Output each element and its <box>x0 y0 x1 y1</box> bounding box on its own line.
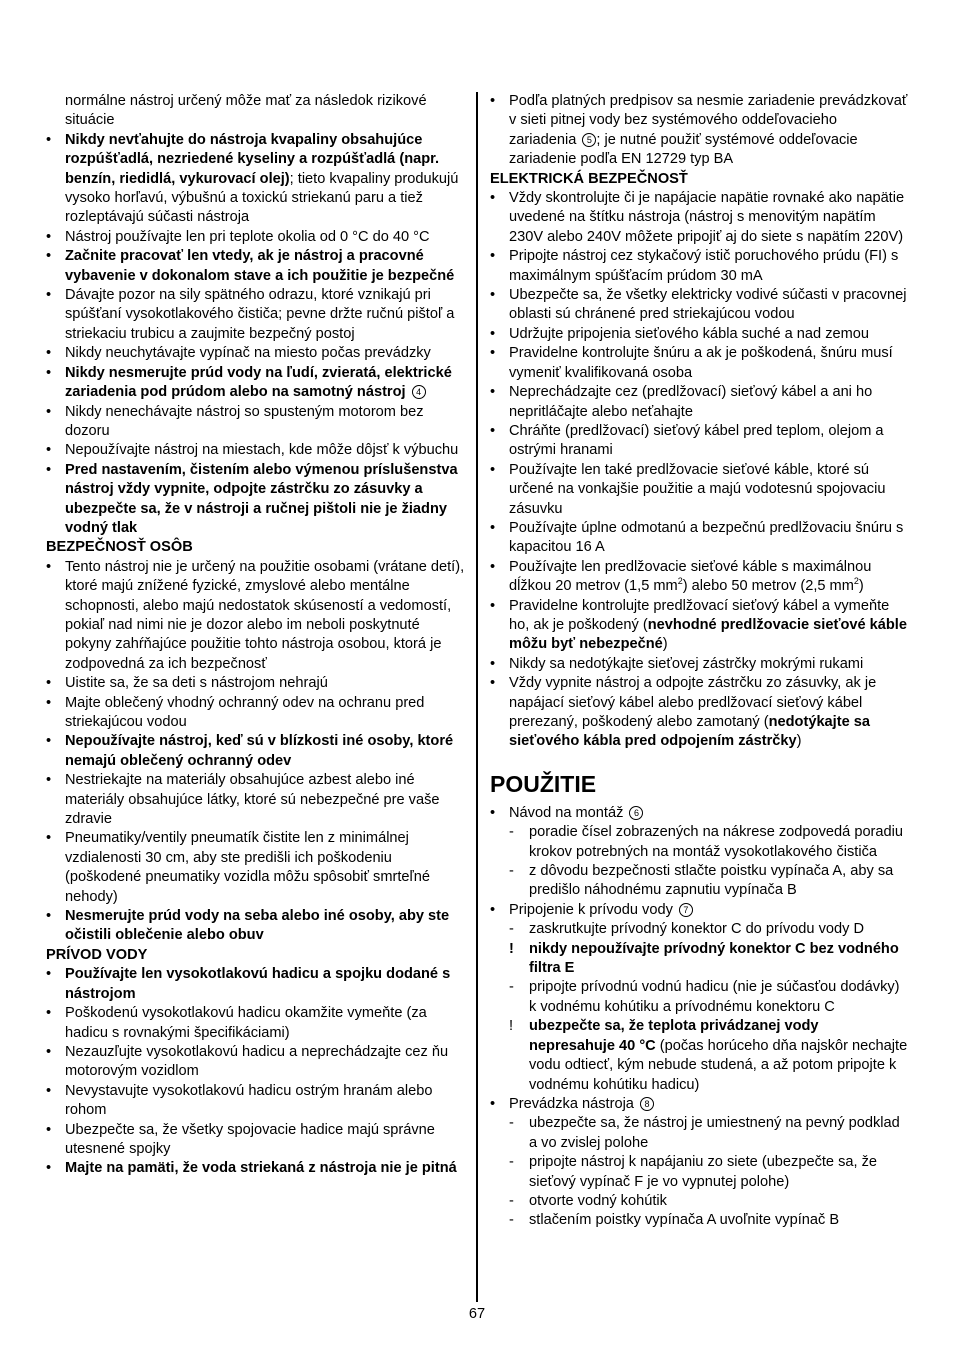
bullet: • <box>490 558 496 575</box>
sub-item: - zaskrutkujte prívodný konektor C do prívodu vody D <box>490 920 908 939</box>
bullet: • <box>490 248 496 265</box>
bullet: • <box>490 597 496 614</box>
list-item: • Ubezpečte sa, že všetky elektricky vodivé súčasti v pracovnej oblasti sú chránené pred striekajúcou vodou <box>490 287 907 323</box>
section-heading: BEZPEČNOSŤ OSÔB <box>46 539 193 556</box>
bullet: • <box>490 287 496 304</box>
list-item: • Vždy skontrolujte či je napájacie napätie rovnaké ako napätie uvedené na štítku nástroja (nástroj s menovitým napätím 230V alebo 240V môžete pripojiť aj do siete s napätím 220V) <box>490 190 905 245</box>
figure-reference: 8 <box>640 1097 654 1111</box>
list-item: • Nikdy nesmerujte prúd vody na ľudí, zvieratá, elektrické zariadenia pod prúdom alebo na samotný nástroj 4 <box>46 364 452 401</box>
list-item: • Poškodenú vysokotlakovú hadicu okamžite vymeňte (za hadicu s rovnakými špecifikáciami) <box>46 1005 427 1041</box>
sub-item: - pripojte nástroj k napájaniu zo siete (ubezpečte sa, že sieťový vypínač F je vo vypnutej polohe) <box>509 1154 878 1190</box>
bullet: • <box>490 93 496 109</box>
list-item: • Používajte len predlžovacie sieťové káble s maximálnou dĺžkou 20 metrov (1,5 $mm^2$) alebo 50 metrov (2,5 $mm^2$) <box>490 558 872 595</box>
bullet: • <box>490 461 496 478</box>
bullet: • <box>490 655 496 672</box>
figure-reference: 7 <box>679 903 693 917</box>
dash-marker: - <box>509 824 514 841</box>
list-item: • Nepoužívajte nástroj na miestach, kde môže dôjsť k výbuchu <box>46 441 466 460</box>
dash-marker: - <box>509 863 514 880</box>
list-item: • Používajte len také predlžovacie sieťové káble, ktoré sú určené na vonkajšie použitie a majú vodotesnú spojovaciu zásuvku <box>490 461 886 517</box>
list-item: • Chráňte (predlžovací) sieťový kábel pred teplom, olejom a ostrými hranami <box>490 422 884 459</box>
dash-marker: - <box>509 1212 514 1229</box>
bullet: • <box>490 325 496 342</box>
bullet: • <box>490 1095 496 1112</box>
bullet: • <box>46 1160 52 1177</box>
bullet: • <box>46 966 52 983</box>
bullet: • <box>46 248 52 265</box>
sub-item: - stlačením poistky vypínača A uvoľnite vypínač B <box>490 1211 908 1230</box>
bullet: • <box>490 519 496 536</box>
bullet: • <box>46 461 52 478</box>
figure-reference: 4 <box>412 385 426 399</box>
list-item: • Nástroj používajte len pri teplote okolia od 0 °C do 40 °C <box>46 228 466 247</box>
bullet: • <box>46 345 52 362</box>
bullet: • <box>46 733 52 750</box>
list-item: • Nikdy nevťahujte do nástroja kvapaliny obsahujúce rozpúšťadlá, nezriedené kyseliny a rozpúšťadlá (napr. benzín, riedidlá, vykurovací olej); tieto kvapaliny produkujú vysoko horľavú, výbušnú a toxickú striekanú paru a tiež rozleptávajú súčasti nástroja <box>46 131 459 226</box>
section-heading: ELEKTRICKÁ BEZPEČNOSŤ <box>490 170 688 187</box>
bullet: • <box>46 287 52 304</box>
list-item: • Používajte len vysokotlakovú hadicu a spojku dodané s nástrojom <box>46 966 451 1002</box>
list-item: • Nesmerujte prúd vody na seba alebo iné osoby, aby ste očistili oblečenie alebo obuv <box>46 908 450 944</box>
list-item: • Prevádzka nástroja 8 <box>490 1095 908 1114</box>
list-item: • Pravidelne kontrolujte šnúru a ak je poškodená, šnúru musí vymeniť kvalifikovaná osoba <box>490 345 893 381</box>
dash-marker: - <box>509 1115 514 1132</box>
list-item: • Nestriekajte na materiály obsahujúce azbest alebo iné materiály obsahujúce látky, ktoré sú nebezpečné pre vaše zdravie <box>46 772 440 828</box>
dash-marker: - <box>509 1154 514 1171</box>
list-item: • Dávajte pozor na sily spätného odrazu, ktoré vznikajú pri spúšťaní vysokotlakového čističa; pevne držte ručnú pištoľ a striekaciu trubicu a zaujmite bezpečný postoj <box>46 287 455 342</box>
list-item: • Neprechádzajte cez (predlžovací) sieťový kábel a ani ho nepritláčajte alebo neťahajte <box>490 384 873 420</box>
figure-reference: 6 <box>629 806 643 820</box>
sub-item: - poradie čísel zobrazených na nákrese zodpovedá poradiu krokov potrebných na montáž vysokotlakového čističa <box>509 824 904 860</box>
bullet: • <box>46 403 52 420</box>
list-item: • Tento nástroj nie je určený na použitie osobami (vrátane detí), ktoré majú znížené fyzické, zmyslové alebo mentálne schopnosti, alebo majú nedostatok skúseností a vedomostí, pokiaľ nad nimi nie je dozor alebo im neboli poskytnuté pokyny zahŕňajúce použitie tohto nástroja osobou, ktorá je zodpovedná za ich bezpečnosť <box>46 558 465 672</box>
column-divider <box>476 92 478 1302</box>
bullet: • <box>490 901 496 918</box>
section-heading: PRÍVOD VODY <box>46 946 148 963</box>
bullet: • <box>46 694 52 711</box>
list-item: • Uistite sa, že sa deti s nástrojom nehrajú <box>46 674 466 693</box>
bullet: • <box>46 364 52 381</box>
list-item: • Majte na pamäti, že voda striekaná z nástroja nie je pitná <box>46 1159 466 1178</box>
list-item: • Ubezpečte sa, že všetky spojovacie hadice majú správne utesnené spojky <box>46 1121 435 1157</box>
dash-marker: - <box>509 979 514 996</box>
dash-marker: - <box>509 921 514 938</box>
list-item: • Pneumatiky/ventily pneumatík čistite len z minimálnej vzdialenosti 30 cm, aby ste predišli ich poškodeniu (poškodené pneumatiky vozidla môžu spôsobiť smrteľné nehody) <box>46 830 431 905</box>
bullet: • <box>46 1005 52 1022</box>
bullet: • <box>46 675 52 692</box>
list-item: • Nepoužívajte nástroj, keď sú v blízkosti iné osoby, ktoré nemajú oblečený ochranný odev <box>46 733 454 769</box>
page-number: 67 <box>468 1306 486 1322</box>
list-item: • Vždy vypnite nástroj a odpojte zástrčku zo zásuvky, ak je napájací sieťový kábel alebo predlžovací sieťový kábel prerezaný, poškodený alebo zamotaný (nedotýkajte sa sieťového kábla pred odpojením zástrčky) <box>490 675 877 750</box>
section-title: POUŽITIE <box>490 770 597 797</box>
sub-item: - ubezpečte sa, že nástroj je umiestnený na pevný podklad a vo zvislej polohe <box>509 1115 900 1151</box>
sub-item: ! nikdy nepoužívajte prívodný konektor C bez vodného filtra E <box>509 940 899 977</box>
bullet: • <box>46 558 52 575</box>
sub-item: ! ubezpečte sa, že teplota privádzanej vody nepresahuje 40 °C (počas horúceho dňa najskôr nechajte vodu odtiecť, kým nebude studená, a až potom pripojte k vodnému kohútiku hadicu) <box>509 1018 908 1093</box>
bullet: • <box>46 830 52 847</box>
bullet: • <box>46 1043 52 1060</box>
list-item: • Používajte úplne odmotanú a bezpečnú predlžovaciu šnúru s kapacitou 16 A <box>490 519 904 556</box>
list-item: • Nikdy sa nedotýkajte sieťovej zástrčky mokrými rukami <box>490 655 908 674</box>
bullet: • <box>46 228 52 245</box>
right-column <box>490 92 908 1231</box>
list-item: • Udržujte pripojenia sieťového kábla suché a nad zemou <box>490 325 908 344</box>
bullet: • <box>490 804 496 821</box>
list-item: • Pred nastavením, čistením alebo výmenou príslušenstva nástroj vždy vypnite, odpojte zástrčku zo zásuvky a ubezpečte sa, že v nástroji a ručnej pištoli nie je žiadny vodný tlak <box>46 461 458 536</box>
sub-item: - otvorte vodný kohútik <box>490 1192 908 1211</box>
left-column <box>46 92 466 1179</box>
list-item: • Návod na montáž 6 <box>490 804 908 823</box>
list-item: • Nezauzľujte vysokotlakovú hadicu a neprechádzajte cez ňu motorovým vozidlom <box>46 1043 449 1080</box>
bullet: • <box>46 442 52 459</box>
warning-marker: ! <box>509 1018 514 1035</box>
list-item: • Pripojenie k prívodu vody 7 <box>490 901 908 920</box>
list-item: • Nikdy neuchytávajte vypínač na miesto počas prevádzky <box>46 344 466 363</box>
list-item: • Nevystavujte vysokotlakovú hadicu ostrým hranám alebo rohom <box>46 1082 433 1119</box>
bullet: • <box>46 1082 52 1099</box>
bullet: • <box>490 190 496 207</box>
bullet: • <box>46 1121 52 1138</box>
sub-item: - pripojte prívodnú vodnú hadicu (nie je súčasťou dodávky) k vodnému kohútiku a prívodnému konektoru C <box>509 979 900 1015</box>
list-item: • Pravidelne kontrolujte predlžovací sieťový kábel a vymeňte ho, ak je poškodený (nevhodné predlžovacie sieťové káble môžu byť nebezpečné) <box>490 597 907 653</box>
warning-marker: ! <box>509 940 514 957</box>
list-item: • Pripojte nástroj cez stykačový istič poruchového prúdu (FI) s maximálnym spúšťacím prúdom 30 mA <box>490 248 899 284</box>
dash-marker: - <box>509 1192 514 1209</box>
bullet: • <box>490 675 496 692</box>
bullet: • <box>490 422 496 439</box>
bullet: • <box>490 345 496 362</box>
list-item: • Majte oblečený vhodný ochranný odev na ochranu pred striekajúcou vodou <box>46 694 425 730</box>
bullet: • <box>490 384 496 401</box>
list-item: • Nikdy nenechávajte nástroj so spusteným motorom bez dozoru <box>46 403 424 439</box>
bullet: • <box>46 772 52 789</box>
list-item: • Podľa platných predpisov sa nesmie zariadenie prevádzkovať v sieti pitnej vody bez systémového oddeľovacieho zariadenia 5 ; je nutné použiť systémové oddeľovacie zariadenie podľa EN 12729 typ BA <box>490 93 908 168</box>
figure-reference: 5 <box>582 133 596 147</box>
list-item: normálne nástroj určený môže mať za následok rizikové situácie <box>65 93 427 129</box>
list-item: • Začnite pracovať len vtedy, ak je nástroj a pracovné vybavenie v dokonalom stave a ich použitie je bezpečné <box>46 248 455 284</box>
sub-item: - z dôvodu bezpečnosti stlačte poistku vypínača A, aby sa predišlo náhodnému zapnutiu vypínača B <box>509 863 894 899</box>
bullet: • <box>46 131 52 148</box>
bullet: • <box>46 908 52 925</box>
